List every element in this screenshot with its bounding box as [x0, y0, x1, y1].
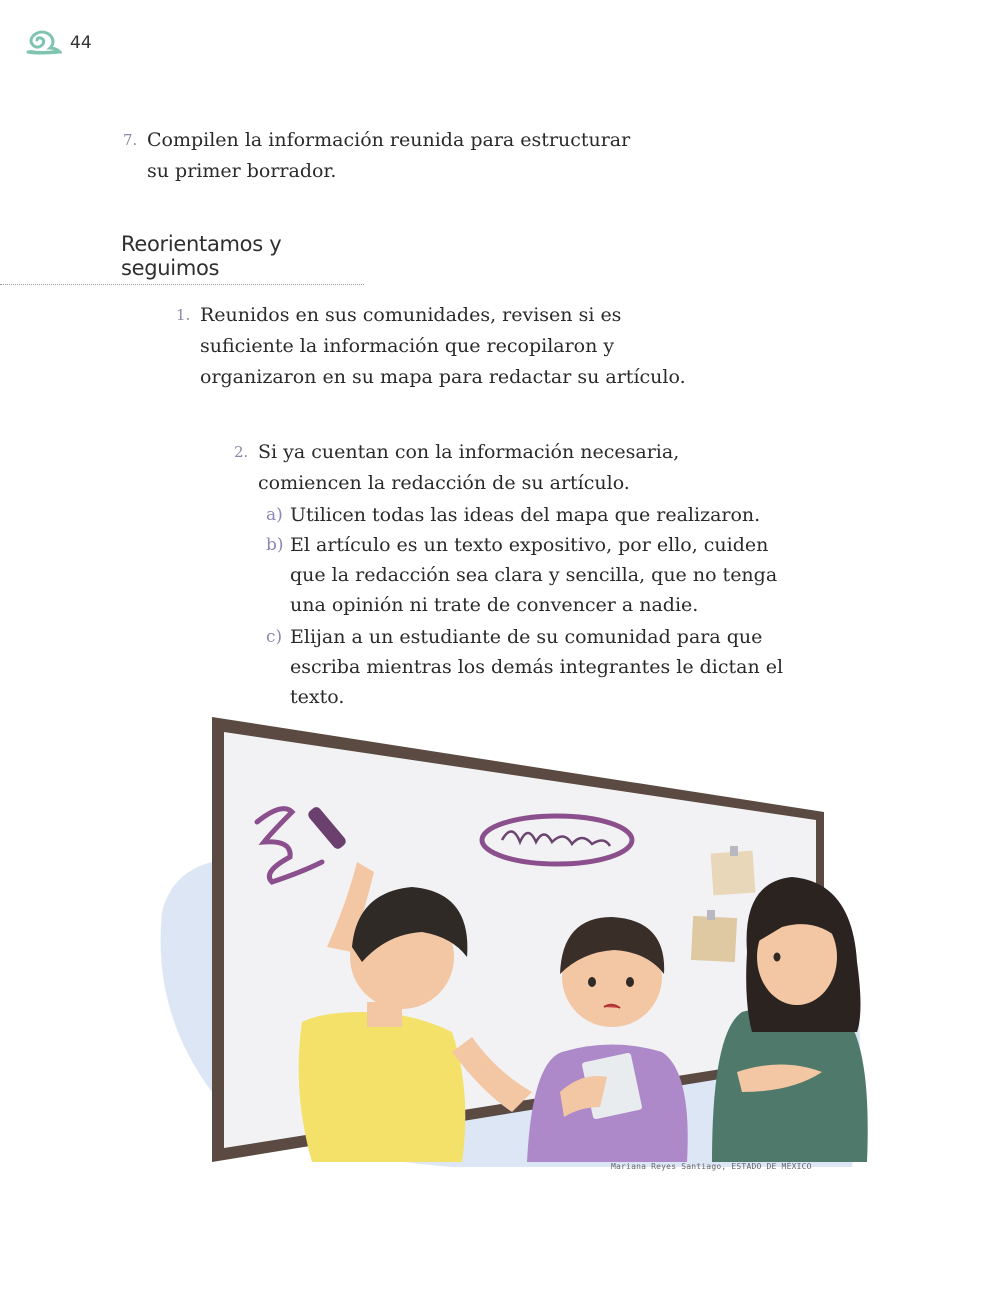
list-text: Si ya cuentan con la información necesaria, comiencen la redacción de su artículo.	[258, 441, 680, 494]
subitem-text: Utilicen todas las ideas del mapa que realizaron.	[290, 504, 761, 526]
list-item-7	[123, 125, 643, 187]
subitem-b	[266, 530, 796, 620]
list-item-1	[176, 300, 686, 393]
subitem-text: Elijan a un estudiante de su comunidad para que escriba mientras los demás integrantes le dictan el texto.	[290, 626, 784, 708]
subitem-a	[266, 500, 786, 530]
list-number: 2.	[234, 443, 249, 461]
list-text: Compilen la información reunida para estructurar su primer borrador.	[147, 129, 631, 182]
students-whiteboard-illustration	[152, 712, 872, 1172]
subitem-marker: a)	[266, 505, 283, 525]
page-number-area	[26, 30, 92, 56]
list-item-2	[234, 437, 774, 499]
page-number: 44	[70, 33, 92, 53]
section-heading	[0, 232, 364, 285]
subitem-text: El artículo es un texto expositivo, por ello, cuiden que la redacción sea clara y sencilla, que no tenga una opinión ni trate de convencer a nadie.	[290, 534, 778, 616]
illustration-credit: Mariana Reyes Santiago, ESTADO DE MÉXICO	[611, 1162, 812, 1171]
subitem-c	[266, 622, 786, 712]
subitem-marker: b)	[266, 535, 284, 555]
list-number: 1.	[176, 306, 191, 324]
list-text: Reunidos en sus comunidades, revisen si es suficiente la información que recopilaron y organizaron en su mapa para redactar su artículo.	[200, 304, 686, 388]
sticky-note	[691, 916, 737, 962]
snail-icon	[26, 30, 62, 56]
list-number: 7.	[123, 131, 138, 149]
section-title: Reorientamos y seguimos	[121, 232, 282, 280]
subitem-marker: c)	[266, 627, 283, 647]
sticky-note	[711, 851, 756, 896]
